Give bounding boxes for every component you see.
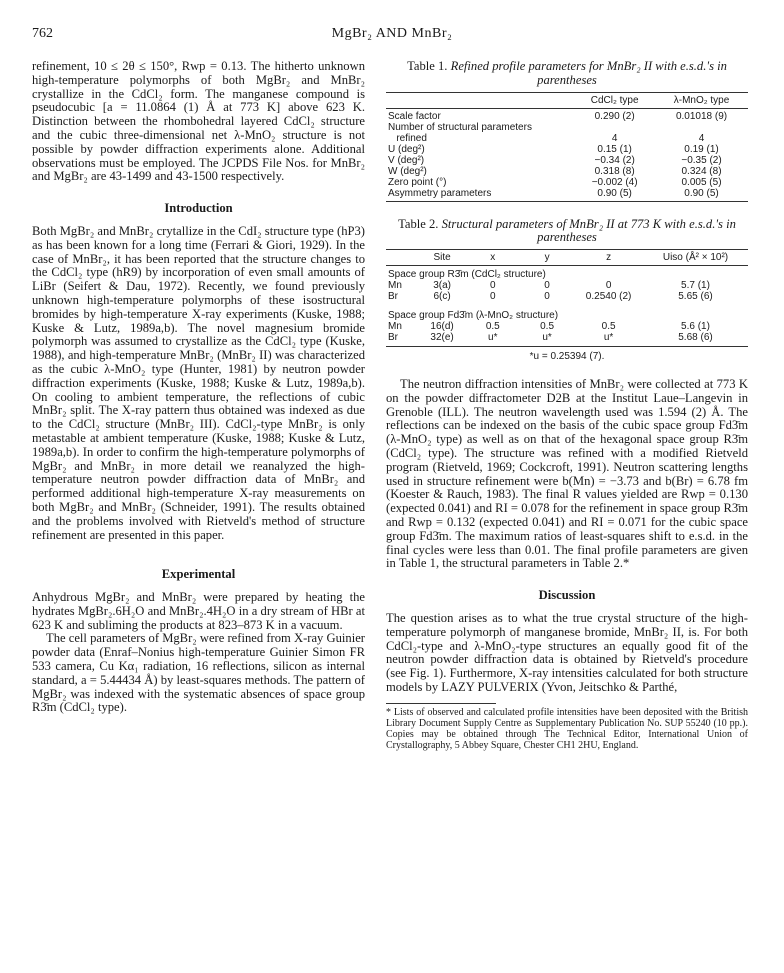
table-row — [386, 280, 748, 291]
table-row — [386, 321, 748, 332]
table2-title: Structural parameters of MnBr₂ II at 773 K with e.s.d.'s in parentheses — [441, 216, 736, 245]
introduction-text: Both MgBr₂ and MnBr₂ crytallize in the CdI₂ structure type (hP3) as has been known for a long time (Ferrari & Giori, 1929). In the case of MnBr₂, it has been reported that the structure changes to the CdCl₂ type (hR9) by incorporation of even small amounts of LiBr (Seifert & Dau, 1972). Recently, we found previously unknown high-temperature polymorphs of these isostructural bromides by high-temperature X-ray experiments (Kuske, 1988; Kuske & Lutz, 1989a,b). The novel magnesium bromide polymorph was assumed to crystallize as the CdCl₂ type (Kuske, 1988), and high-temperature MnBr₂ (MnBr₂ II) was characterized as the cubic λ-MnO₂ type (Hunter, 1981) by neutron powder diffraction experiments (Kuske, 1988; Kuske & Lutz, 1989a,b). On cooling to ambient temperature, the reflections of cubic MnBr₂ split. The X-ray pattern thus obtained was indexed as due to the CdCl₂ structure (MnBr₂ III). CdCl₂-type MnBr₂ is only metastable at ambient temperature (Kuske, 1988; Kuske & Lutz, 1989a,b). In order to confirm the high-temperature polymorphs of MgBr₂ and MnBr₂ in more detail we reanalyzed the high-temperature neutron powder diffraction data of MnBr₂ and performed additional high-temperature X-ray measurements on both MgBr₂ and MnBr₂ (Schneider, 1991). The results obtained and the problems involved with Rietveld's method of structure refinement are presented in this paper. — [32, 223, 365, 542]
table2-header-z: z — [574, 250, 643, 266]
table2-cell: 0.2540 (2) — [585, 291, 632, 303]
table2-cell: 0 — [489, 280, 496, 292]
table1-cell — [655, 122, 748, 133]
table2-cell: 0.5 — [485, 321, 500, 333]
discussion-heading: Discussion — [538, 588, 596, 603]
table1-row-label: U (deg²) — [388, 143, 425, 155]
table-row — [386, 188, 748, 202]
table2-cell: 5.6 (1) — [681, 321, 710, 333]
experimental-heading: Experimental — [161, 567, 236, 582]
table1-cell: 0.290 (2) — [594, 110, 635, 122]
table2-cell: Br — [386, 332, 419, 347]
table2-cell: 0 — [544, 291, 550, 303]
table2-structural-parameters — [386, 249, 748, 347]
table1-cell: 0.01018 (9) — [675, 110, 728, 122]
table1-cell: 0.005 (5) — [681, 176, 722, 188]
table-row — [386, 166, 748, 177]
table2-cell: u* — [466, 332, 520, 347]
table2-cell: u* — [574, 332, 643, 347]
table2-cell: Mn — [388, 280, 402, 292]
table2-cell: Br — [388, 291, 398, 303]
table-row — [386, 133, 748, 144]
table2-cell: 6(c) — [433, 291, 451, 303]
table-row — [386, 144, 748, 155]
deposition-footnote: * Lists of observed and calculated profile intensities have been deposited with the British Library Document Supply Centre as Supplementary Publication No. SUP 55240 (10 pp.). Copies may be obtained through The Technical Editor, International Union of Crystallography, 5 Abbey Square, Chester CH1 2HU, England. — [386, 706, 748, 752]
introduction-heading: Introduction — [164, 201, 233, 216]
table1-cell: 4 — [611, 132, 618, 144]
table2-cell: 0.5 — [540, 321, 555, 333]
discussion-text: The question arises as to what the true crystal structure of the high-temperature polymorph of manganese bromide, MnBr₂ II, is. For both CdCl₂-type and λ-MnO₂-type structures an equally good fit of the neutron powder diffraction data is obtained by Rietveld's procedure (see Fig. 1). Furthermore, X-ray intensities calculated for both structure models by LAZY PULVERIX (Yvon, Jeitschko & Parthé, — [386, 610, 748, 694]
table-row — [386, 155, 748, 166]
table2-cell: 5.65 (6) — [678, 291, 713, 303]
table1-row-label: Zero point (°) — [388, 176, 447, 188]
table1-profile-parameters — [386, 92, 748, 202]
table1-row-label: Asymmetry parameters — [386, 188, 574, 202]
table2-header-y: y — [520, 250, 574, 266]
table1-header-mno2: λ-MnO₂ type — [655, 92, 748, 108]
table2-header-uiso: Uiso (Å² × 10²) — [643, 250, 748, 266]
table2-group1-label: Space group R3̄m (CdCl₂ structure) — [388, 269, 546, 281]
experimental-paragraph-2: The cell parameters of MgBr₂ were refined from X-ray Guinier powder data (Enraf–Nonius high-temperature Guinier Simon FR 533 camera, Cu Kα₁ radiation, 16 reflections, silicon as internal standard, a = 5.44434 Å) by least-squares methods. The pattern of MgBr₂ was indexed with the systematic absences of space group R3̄m (CdCl₂ type). — [32, 631, 365, 715]
abstract-continuation: refinement, 10 ≤ 2θ ≤ 150°, Rwp = 0.13. The hitherto unknown high-temperature polymorphs of both MgBr₂ and MnBr₂ crystallize in the CdCl₂ form. The manganese compound is pseudocubic [a = 11.0864 (1) Å at 773 K] above 623 K. Distinction between the rhombohedral layered CdCl₂ structure and the cubic three-dimensional net λ-MnO₂ structure is not possible by powder diffraction experiments alone. Additional observations must be employed. The JCPDS File Nos. for MnBr₂ and MgBr₂ are 43-1499 and 43-1500 respectively. — [32, 59, 365, 184]
table1-title: Refined profile parameters for MnBr₂ II with e.s.d.'s in parentheses — [450, 59, 727, 87]
table2-header-site: Site — [419, 250, 466, 266]
table1-cell: 0.90 (5) — [574, 188, 655, 202]
neutron-paragraph: The neutron diffraction intensities of MnBr₂ were collected at 773 K on the powder diffractometer D2B at the Institut Laue–Langevin in Grenoble (ILL). The neutron wavelength used was 1.594 (2) Å. The reflections can be indexed on the basis of the cubic space group Fd3̄m (λ-MnO₂ type) as well as on that of the hexagonal space group R3̄m (CdCl₂ type). The structure was refined with a modified Rietveld program (Rietveld, 1969; Cockcroft, 1991). Neutron scattering lengths used in structure refinement were b(Mn) = −3.73 and b(Br) = 6.78 fm (Koester & Rauch, 1983). The final R values yielded are Rwp = 0.130 (expected 0.041) and RI = 0.078 for the refinement in space group R3̄m and Rwp = 0.132 (expected 0.041) and RI = 0.071 for the cubic space group Fd3̄m. The maximum ratios of least-squares shift to e.s.d. in the final cycles were less than 0.01. The final profile parameters are given in Table 1, the structural parameters in Table 2.* — [386, 376, 748, 571]
table1-caption — [386, 60, 748, 88]
table2-header-atom — [386, 250, 419, 266]
table2-cell: 5.68 (6) — [643, 332, 748, 347]
table1-row-label: Scale factor — [388, 110, 441, 122]
table1-row-label: Number of structural parameters — [388, 121, 532, 133]
table1-header-blank — [386, 92, 574, 108]
table1-cell — [574, 122, 655, 133]
table2-group2-label: Space group Fd3̄m (λ-MnO₂ structure) — [388, 310, 559, 322]
table2-footnote: *u = 0.25394 (7). — [529, 351, 605, 363]
table1-header-cdcl2: CdCl₂ type — [574, 92, 655, 108]
running-head — [32, 26, 752, 46]
table2-cell: 32(e) — [419, 332, 466, 347]
table1-cell: 4 — [698, 132, 705, 144]
table2-cell: 5.7 (1) — [681, 280, 710, 292]
table2-caption — [386, 218, 748, 246]
table-row — [386, 332, 748, 347]
table1-row-label: refined — [388, 132, 427, 144]
table2-cell: Mn — [388, 321, 402, 333]
footnote-rule — [386, 703, 496, 704]
table2-cell: 0 — [605, 280, 612, 292]
table1-cell: 0.19 (1) — [684, 143, 719, 155]
table1-row-label: V (deg²) — [388, 154, 425, 166]
table1-cell: 0.324 (8) — [681, 165, 722, 177]
table1-row-label: W (deg²) — [388, 165, 427, 177]
table1-cell: −0.34 (2) — [594, 154, 635, 166]
table1-label: Table 1. — [407, 59, 448, 73]
table2-cell: u* — [520, 332, 574, 347]
running-title: MgBr₂ AND MnBr₂ — [331, 26, 453, 41]
experimental-paragraph-1: Anhydrous MgBr₂ and MnBr₂ were prepared by heating the hydrates MgBr₂.6H₂O and MnBr₂.4H₂O in a dry stream of HBr at 623 K and subliming the products at 823–873 K in a vacuum. — [32, 590, 365, 632]
table-row — [386, 122, 748, 133]
table-row — [386, 291, 748, 302]
table2-cell: 0 — [489, 291, 496, 303]
table2-cell: 0.5 — [601, 321, 616, 333]
table-row — [386, 177, 748, 188]
table1-cell: −0.002 (4) — [591, 176, 638, 188]
table2-label: Table 2. — [398, 216, 439, 231]
table2-cell: 3(a) — [433, 280, 451, 292]
table2-cell: 0 — [544, 280, 550, 292]
table1-cell: 0.318 (8) — [594, 165, 635, 177]
left-column — [32, 60, 365, 715]
table2-header-x: x — [466, 250, 520, 266]
table-row — [386, 108, 748, 122]
table2-cell: 16(d) — [430, 321, 454, 333]
table1-cell: −0.35 (2) — [681, 154, 722, 166]
page-number: 762 — [32, 26, 53, 41]
table1-cell: 0.90 (5) — [655, 188, 748, 202]
table1-cell: 0.15 (1) — [597, 143, 632, 155]
right-column — [386, 60, 748, 752]
